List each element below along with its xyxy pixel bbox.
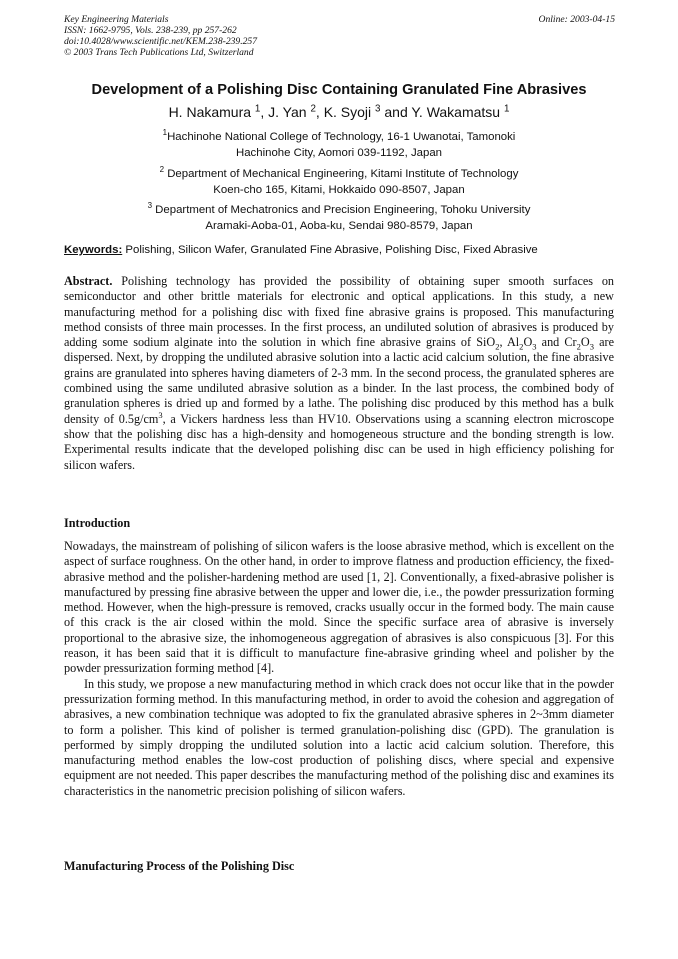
doi-line: doi:10.4028/www.scientific.net/KEM.238-239.257 <box>64 36 258 47</box>
paragraph: Nowadays, the mainstream of polishing of silicon wafers is the loose abrasive method, which is excellent on the aspect of surface roughness. On the other hand, in order to improve flatness and production efficiency, the fixed-abrasive method and the polisher-hardening method are used [1, 2]. Conventionally, a fixed-abrasive polisher is manufactured by pressing fine abrasive between the upper and lower die, i.e., the powder pressurization forming method. However, when the high-pressure is removed, cracks usually occur in the formed body. The main cause of this crack is the air closed within the mold. Since the specific surface area of abrasive is inversely proportional to the abrasive size, the inhomogeneous aggregation of abrasives is also conspicuous [3]. For this reason, it has been said that it is difficult to manufacture fine-abrasive grinding wheel and polisher by the powder pressurization forming method [4]. <box>64 539 614 676</box>
publication-header <box>64 14 257 58</box>
author-list: H. Nakamura $^1$, J. Yan $^2$, K. Syoji $^3$ and Y. Wakamatsu $^1$ <box>168 103 510 120</box>
keywords <box>64 244 624 256</box>
author-affiliation-mark: 1 <box>254 103 261 115</box>
author-affiliation-mark: 2 <box>310 103 316 115</box>
online-date: Online: 2003-04-15 <box>538 14 615 25</box>
paper-title: Development of a Polishing Disc Containing Granulated Fine Abrasives <box>91 82 587 98</box>
introduction-body <box>64 539 614 799</box>
author-name: J. Yan <box>268 104 307 120</box>
section-heading-manufacturing: Manufacturing Process of the Polishing Disc <box>64 859 295 873</box>
copyright-line: © 2003 Trans Tech Publications Ltd, Switzerland <box>64 47 254 58</box>
abstract-label: Abstract. <box>64 274 113 288</box>
keywords-text: Polishing, Silicon Wafer, Granulated Fine Abrasive, Polishing Disc, Fixed Abrasive <box>125 244 538 256</box>
section-heading-introduction: Introduction <box>64 516 131 530</box>
paragraph: In this study, we propose a new manufacturing method in which crack does not occur like that in the powder pressurization forming method. In this manufacturing method, in order to avoid the cohesion and aggregation of abrasives, a new combination technique was adopted to fix the granulated abrasive spheres in 2~3mm diameter to form a polisher. This kind of polisher is termed granulation-polishing disc (GPD). The granulation is performed by simply dropping the undiluted solution into a lactic acid calcium solution. Therefore, this manufacturing method enables the low-cost production of polishing discs, where special and expensive equipment are not needed. This paper describes the manufacturing method of the polishing disc and examines its characteristics in the nanometric precision polishing of silicon wafers. <box>64 676 614 798</box>
keywords-label: Keywords: <box>64 244 123 256</box>
affiliation: $^1$Hachinohe National College of Technology, 16-1 Uwanotai, Tamonoki Hachinohe City, Aomori 039-1192, Japan <box>162 128 516 159</box>
journal-name: Key Engineering Materials <box>64 14 169 25</box>
issn-line: ISSN: 1662-9795, Vols. 238-239, pp 257-262 <box>64 25 237 36</box>
affiliation: $^2$ Department of Mechanical Engineering, Kitami Institute of Technology Koen-cho 165, Kitami, Hokkaido 090-8507, Japan <box>159 165 519 196</box>
author-name: K. Syoji <box>323 104 372 120</box>
author-affiliation-mark: 1 <box>503 103 510 115</box>
affiliation: $^3$ Department of Mechatronics and Precision Engineering, Tohoku University Aramaki-Aoba-01, Aoba-ku, Sendai 980-8579, Japan <box>147 201 531 232</box>
author-name: H. Nakamura <box>168 104 252 120</box>
abstract: Abstract. Polishing technology has provided the possibility of obtaining super smooth surfaces on semiconductor and other brittle materials for electronic and optical applications. In this study, a new manufacturing method for a polishing disc with fixed fine abrasive grains is proposed. This manufacturing method consists of three main processes. In the first process, an undiluted solution of abrasives is produced by adding some sodium alginate into the solution in which fine abrasive grains of SiO$_2$, $Al_2O_3$ and $Cr_2O_3$ are dispersed. Next, by dropping the undiluted abrasive solution into a lactic acid calcium solution, the fine abrasive grains are granulated into spheres having diameters of 2-3 mm. In the second process, the granulated spheres are combined using the same undiluted abrasive solution as a binder. In the last process, the combined body of granulation spheres is dried up and formed by a lathe. The polishing disc produced by this method has a bulk density of $0.5g/cm^3$, a Vickers hardness less than HV10. Observations using a scanning electron microscope show that the polishing disc has a high-density and homogeneous structure and the bonding strength is low. Experimental results indicate that the developed polishing disc can be used in high efficiency polishing for silicon wafers. <box>64 274 615 472</box>
author-affiliation-mark: 3 <box>375 103 381 115</box>
author-name: Y. Wakamatsu <box>411 104 501 120</box>
